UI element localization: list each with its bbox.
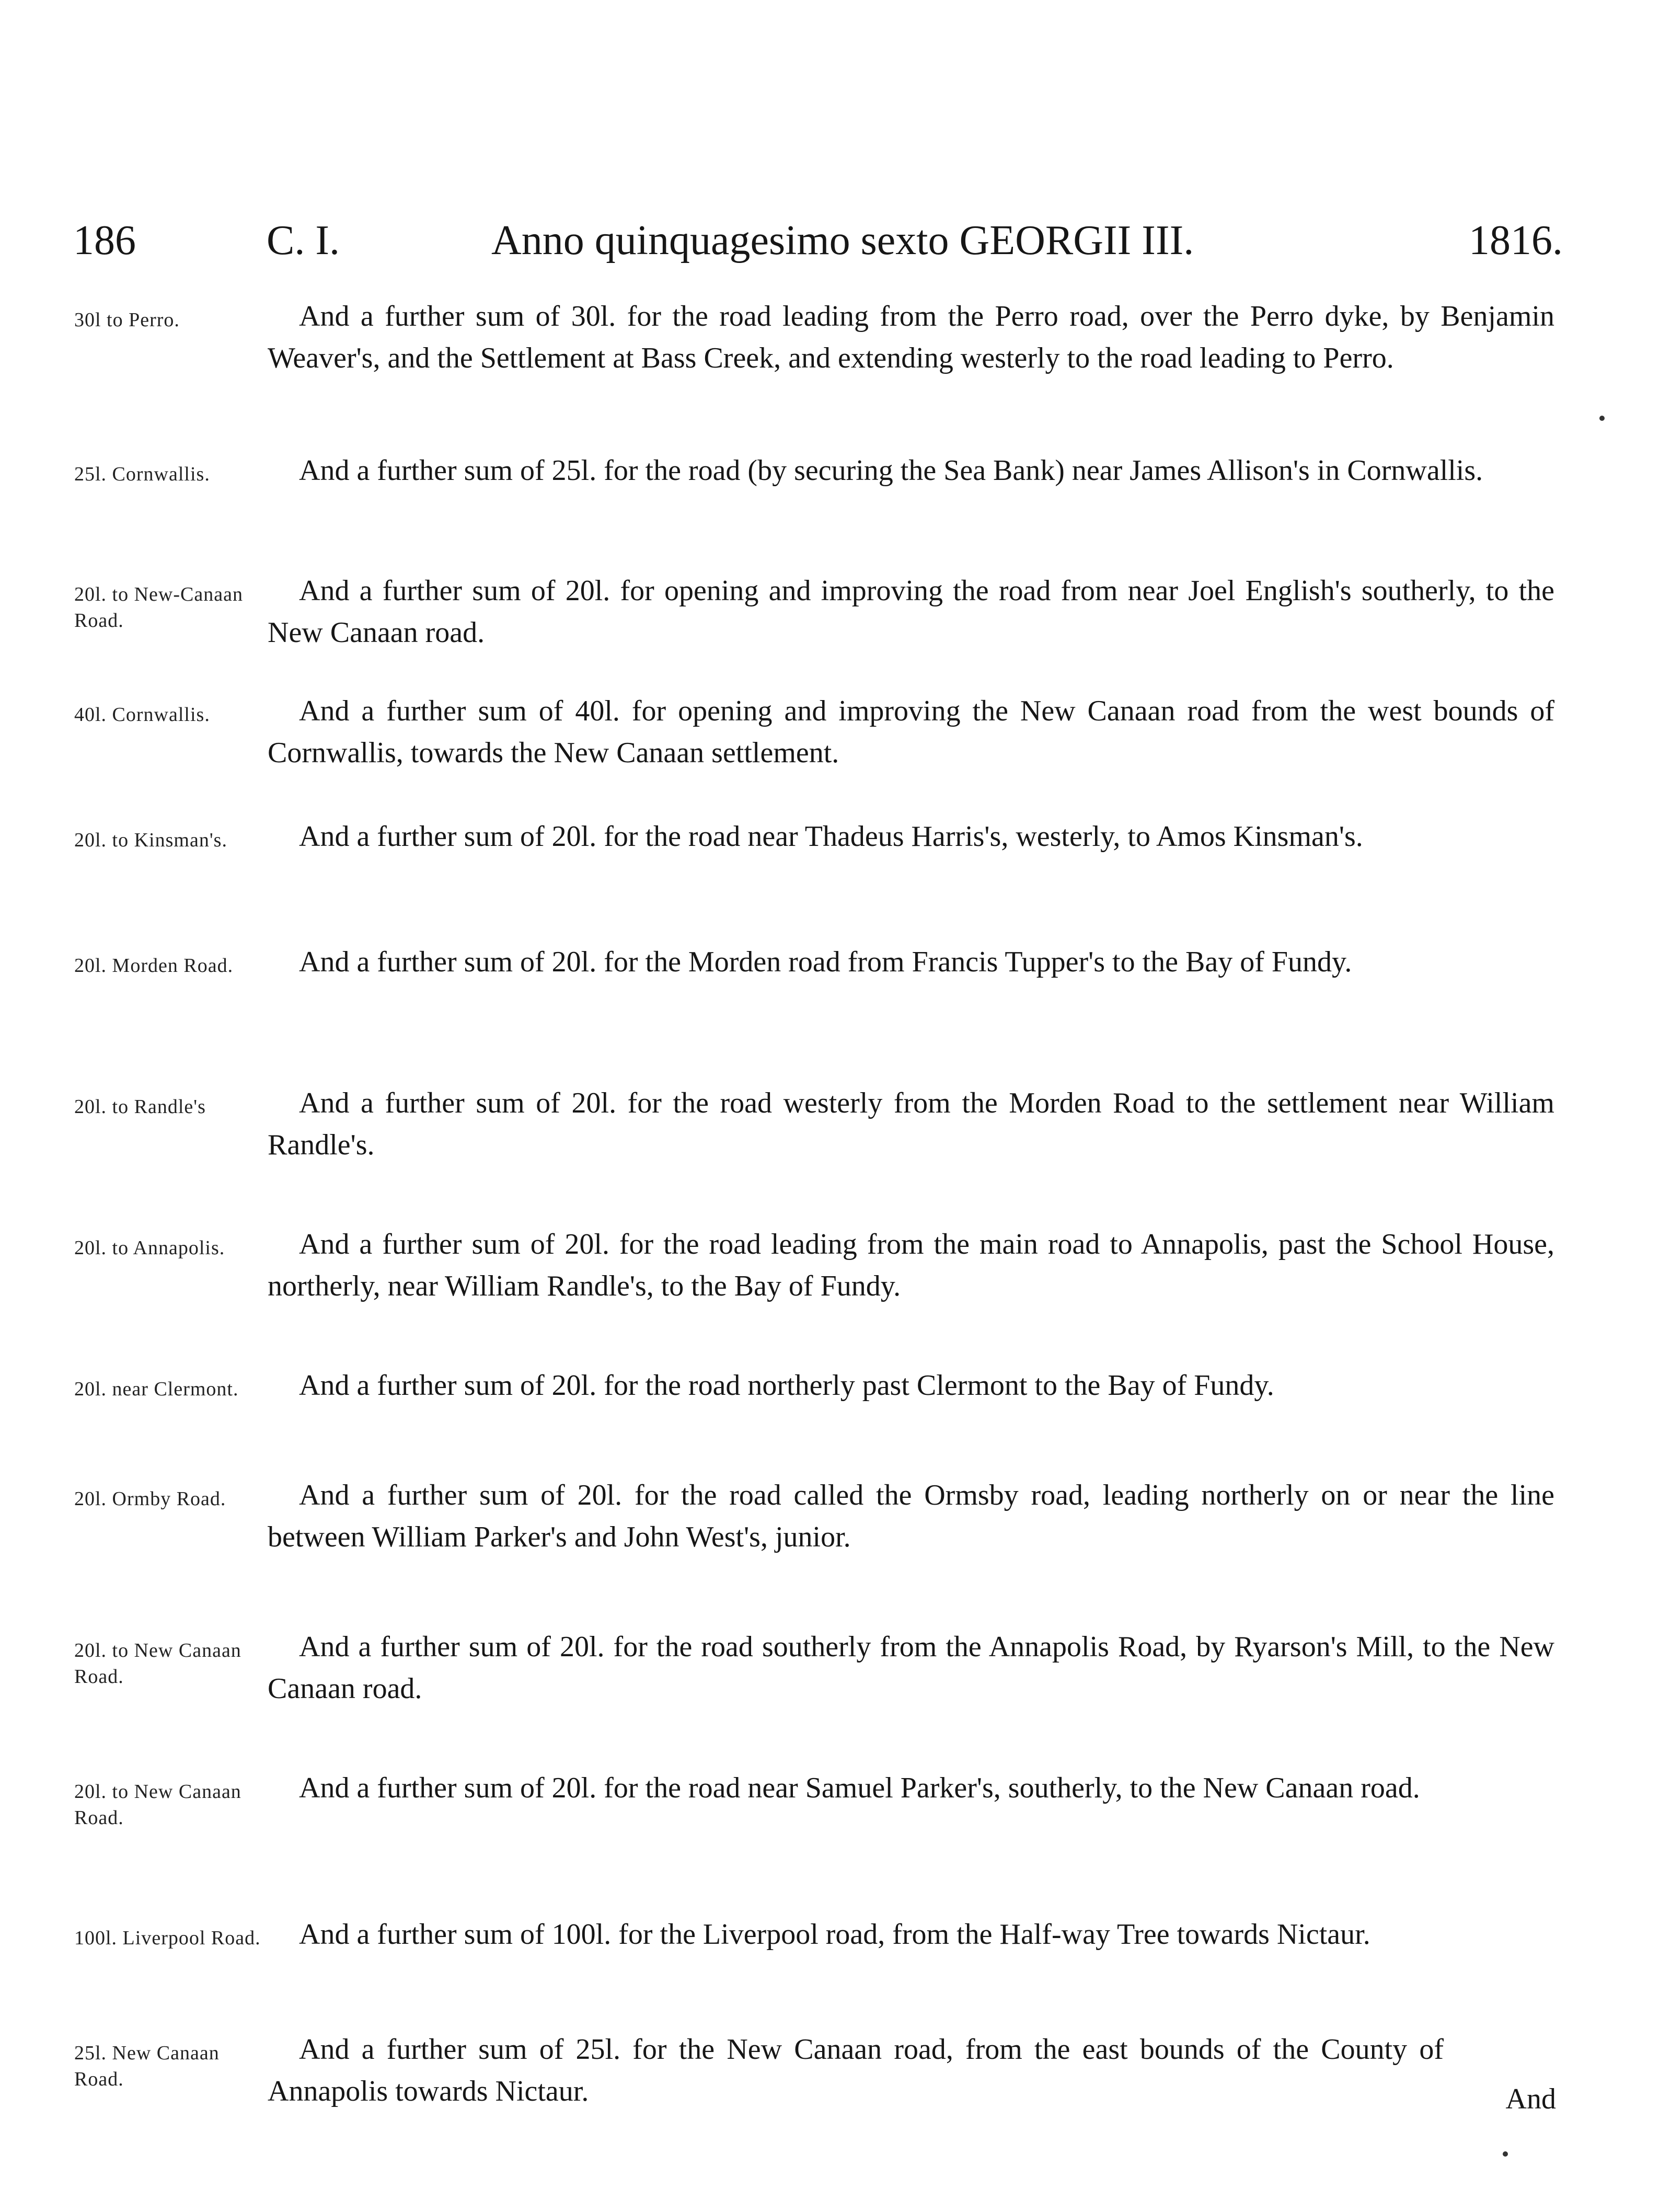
chapter-label: C. I.	[267, 217, 340, 263]
margin-note: 20l. to Randle's	[74, 1096, 206, 1118]
margin-note: 20l. Morden Road.	[74, 955, 234, 977]
running-title: Anno quinquagesimo sexto GEORGII III.	[491, 217, 1194, 263]
margin-note: 20l. to Kinsman's.	[74, 829, 227, 851]
page-number: 186	[73, 217, 136, 263]
entry-text: And a further sum of 20l. for the road southerly from the Annapolis Road, by Ryarson's Mill, to the New Canaan road.	[268, 1631, 1554, 1705]
margin-note: 40l. Cornwallis.	[74, 704, 210, 726]
entry-text: And a further sum of 100l. for the Liverpool road, from the Half-way Tree towards Nictaur.	[299, 1918, 1370, 1951]
margin-note: 20l. to New Canaan Road.	[74, 1781, 241, 1829]
entry-text: And a further sum of 20l. for the Morden road from Francis Tupper's to the Bay of Fundy.	[299, 946, 1352, 978]
entry-text: And a further sum of 25l. for the road (by securing the Sea Bank) near James Allison's in Cornwallis.	[299, 454, 1483, 487]
margin-note: 25l. Cornwallis.	[74, 463, 210, 485]
margin-note: 30l to Perro.	[74, 309, 180, 331]
entry-text: And a further sum of 20l. for the road leading from the main road to Annapolis, past the School House, northerly, near William Randle's, to the Bay of Fundy.	[268, 1228, 1554, 1302]
margin-note: 20l. to New Canaan Road.	[74, 1640, 241, 1688]
page-header	[73, 212, 1563, 269]
entry-text: And a further sum of 20l. for the road westerly from the Morden Road to the settlement near William Randle's.	[268, 1087, 1554, 1161]
entry-text: And a further sum of 20l. for the road northerly past Clermont to the Bay of Fundy.	[299, 1369, 1274, 1402]
print-speck	[1503, 2151, 1508, 2157]
entry-text: And a further sum of 20l. for opening and improving the road from near Joel English's southerly, to the New Canaan road.	[268, 575, 1554, 649]
entry-text: And a further sum of 40l. for opening and improving the New Canaan road from the west bounds of Cornwallis, towards the New Canaan settlement.	[268, 695, 1554, 769]
entry-text: And a further sum of 20l. for the road called the Ormsby road, leading northerly on or near the line between William Parker's and John West's, junior.	[268, 1479, 1554, 1553]
margin-note: 100l. Liverpool Road.	[74, 1927, 261, 1949]
margin-note: 25l. New Canaan Road.	[74, 2042, 220, 2090]
catchword: And	[1505, 2083, 1556, 2115]
print-speck	[1599, 416, 1605, 421]
year: 1816.	[1469, 217, 1563, 263]
margin-note: 20l. to Annapolis.	[74, 1237, 225, 1259]
margin-note: 20l. Ormby Road.	[74, 1488, 226, 1510]
entry-text: And a further sum of 20l. for the road near Thadeus Harris's, westerly, to Amos Kinsman's.	[299, 820, 1363, 853]
entry-text: And a further sum of 20l. for the road near Samuel Parker's, southerly, to the New Canaan road.	[299, 1772, 1420, 1804]
entry-text: And a further sum of 30l. for the road leading from the Perro road, over the Perro dyke, by Benjamin Weaver's, and the Settlement at Bass Creek, and extending westerly to the road leading to Perro.	[268, 300, 1554, 374]
margin-note: 20l. near Clermont.	[74, 1378, 239, 1400]
entry-text: And a further sum of 25l. for the New Canaan road, from the east bounds of the County of Annapolis towards Nictaur.	[268, 2033, 1444, 2107]
margin-note: 20l. to New-Canaan Road.	[74, 583, 243, 632]
